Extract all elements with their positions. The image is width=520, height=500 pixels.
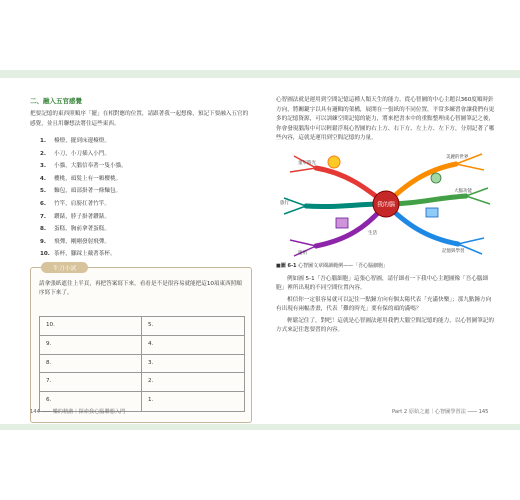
list-item xyxy=(40,160,252,173)
practice-box xyxy=(30,267,252,423)
list-number: 10. xyxy=(40,251,50,258)
list-item xyxy=(40,148,252,161)
list-item xyxy=(40,135,252,148)
left-page xyxy=(30,96,252,423)
list-item xyxy=(40,223,252,236)
mind-map-label: 生活 xyxy=(368,230,377,236)
bottom-color-band xyxy=(0,424,520,430)
figure-caption-text: 心智圖文章閱讀範例——「吾心腦細胞」 xyxy=(298,262,389,269)
list-number: 9. xyxy=(40,238,47,245)
intro-paragraph-right: 心智圖法就是運用到空間記憶這種人類天生的能力，從心智圖的中心主題以360度順時針方向，將關鍵字以具有邏輯的架構，展開在一張紙的不同位置，平常多練習會讓我們有更多的記憶資源，可以訓練空間記憶的能力，將來把書本中的重點整理成心智圖筆記之後，你會發現腦海中可以輕鬆浮現心智圖的右上方、右下方、左上方、左下方，分別記著了哪些內容，這就是運用到空間記憶的力量。 xyxy=(276,97,495,141)
mind-map-label: 大腦功能 xyxy=(454,188,472,194)
list-number: 5. xyxy=(40,188,47,195)
left-page-number: 144 ─── 樂的精諧｜探索我心腦聯想入門 xyxy=(30,409,126,415)
example-paragraph: 例如圖 5-1「吾心腦細胞」這張心智圖，請仔細看一下我中心主題圖像「吾心腦細胞」裡所出現的不同空間位置內容。 xyxy=(276,275,489,291)
list-number: 3. xyxy=(40,163,47,170)
mind-map-figure xyxy=(276,148,496,260)
list-item xyxy=(40,185,252,198)
list-item xyxy=(40,198,252,211)
answer-cell[interactable]: 4. xyxy=(142,336,244,355)
practice-instruction: 請拿張紙遮住上半頁，再把答案寫下來，看看是不是很容易就能把這10項東西照順序寫下來了。 xyxy=(39,280,242,297)
intro-paragraph: 把要記憶的東西照順序「擺」在相對應的位置，請跟著我一起想像，預記下要融入五官的感覺，並且用聯想法將住這些東西。 xyxy=(30,111,249,127)
conclusion-paragraph: 輕鬆記住了，對吧！這就是心智圖法運用我們大腦空間記憶的能力，以心智圖筆記的方式來記住您要習的內容。 xyxy=(276,317,494,333)
mind-map-label: 旅行 xyxy=(280,200,289,206)
list-item xyxy=(40,173,252,186)
mind-map-label: 記憶與學習 xyxy=(442,248,465,254)
answer-cell[interactable]: 1. xyxy=(148,397,154,404)
answer-grid xyxy=(39,316,245,412)
list-text: 檯燈，擺到床邊檯燈。 xyxy=(54,138,110,144)
list-text: 茶杯，腳踩上戴著茶杯。 xyxy=(54,251,116,258)
list-number: 7. xyxy=(40,213,47,220)
list-number: 4. xyxy=(40,175,47,182)
mind-map-label: 童年時光 xyxy=(298,160,316,166)
mind-map-illustration xyxy=(276,148,496,260)
list-number: 6. xyxy=(40,200,47,207)
answer-cell[interactable]: 10. xyxy=(40,317,142,336)
answer-cell[interactable]: 3. xyxy=(142,355,244,374)
figure-caption xyxy=(276,262,496,269)
list-text: 飛彈，剛剛發射飛彈。 xyxy=(54,238,110,245)
answer-cell[interactable]: 5. xyxy=(142,317,244,336)
answer-cell[interactable]: 2. xyxy=(142,373,244,392)
list-text: 竹竿，肩膀扛著竹竿。 xyxy=(54,200,110,207)
mind-map-center: 我的腦 xyxy=(376,201,396,208)
list-item xyxy=(40,211,252,224)
answer-cell[interactable]: 7. xyxy=(40,373,142,392)
list-text: 蛋糕，胸前拿著蛋糕。 xyxy=(54,226,110,233)
practice-label: 牛刀小試 xyxy=(41,262,88,273)
mind-map-label: 運用 xyxy=(298,250,307,256)
detail-paragraph: 相信你一定很容易就可以記住一點鐘方向有個太陽代表「充滿快樂」；那九點鐘方向有出現有兩幅書畫，代表「難的時光」要有保的頭的滿嗎？ xyxy=(276,296,492,312)
top-color-band xyxy=(0,70,520,78)
answer-cell[interactable]: 8. xyxy=(40,355,142,374)
list-item xyxy=(40,236,252,249)
list-text: 小刀，小刀插入小門。 xyxy=(54,150,110,157)
answer-cell[interactable]: 9. xyxy=(40,336,142,355)
mind-map-label: 美麗的世界 xyxy=(446,154,469,160)
list-text: 麵包，頭部掛著一條麵包。 xyxy=(54,188,122,195)
list-number: 8. xyxy=(40,226,47,233)
right-page-number: Part 2 原始之處｜心智圖學習法 ─── 145 xyxy=(392,409,489,415)
list-text: 櫻桃，頭髮上有一顆櫻桃。 xyxy=(54,175,122,182)
list-number: 2. xyxy=(40,150,47,157)
figure-number: ■圖 6-1 xyxy=(276,262,297,269)
list-number: 1. xyxy=(40,138,47,144)
memory-list xyxy=(40,135,252,261)
section-title: 二、融入五官感覺 xyxy=(30,97,82,105)
list-text: 小貓，大腦信奉著一隻小貓。 xyxy=(54,163,127,170)
answer-cell[interactable]: 6. xyxy=(40,392,142,411)
right-page xyxy=(276,96,496,336)
list-item xyxy=(40,248,252,261)
list-text: 鑽錶，脖子掛著鑽錶。 xyxy=(54,213,110,220)
